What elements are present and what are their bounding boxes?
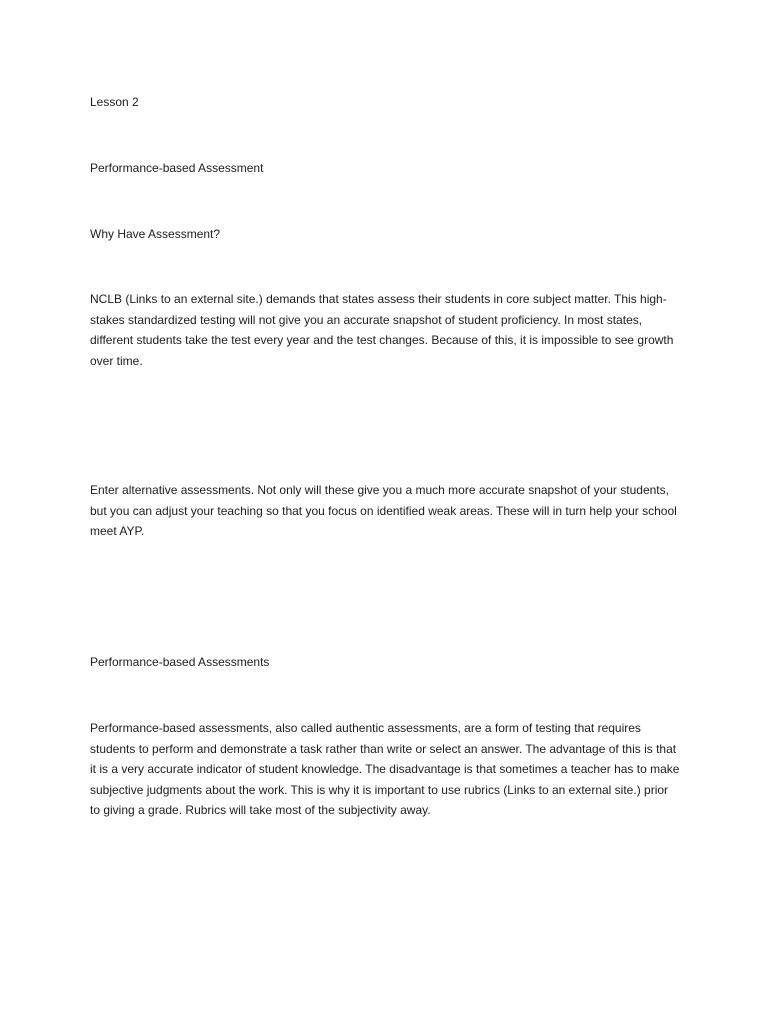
lesson-label: Lesson 2 <box>90 95 139 109</box>
document-title: Performance-based Assessment <box>90 161 264 175</box>
subheading: Performance-based Assessments <box>90 655 270 669</box>
paragraph-alternative-assessments: Enter alternative assessments. Not only will these give you a much more accurate snapshot of your students, but you can adjust your teaching so that you focus on identified weak areas. These will in turn help your school meet AYP. <box>90 483 677 538</box>
section-heading: Why Have Assessment? <box>90 227 221 241</box>
paragraph-nclb: NCLB (Links to an external site.) demands that states assess their students in core subject matter. This high-stakes standardized testing will not give you an accurate snapshot of student proficiency. In most states, different students take the test every year and the test changes. Because of this, it is impossible to see growth over time. <box>90 292 674 368</box>
paragraph-performance-based: Performance-based assessments, also called authentic assessments, are a form of testing that requires students to perform and demonstrate a task rather than write or select an answer. The advantage of this is that it is a very accurate indicator of student knowledge. The disadvantage is that sometimes a teacher has to make subjective judgments about the work. This is why it is important to use rubrics (Links to an external site.) prior to giving a grade. Rubrics will take most of the subjectivity away. <box>90 721 680 817</box>
